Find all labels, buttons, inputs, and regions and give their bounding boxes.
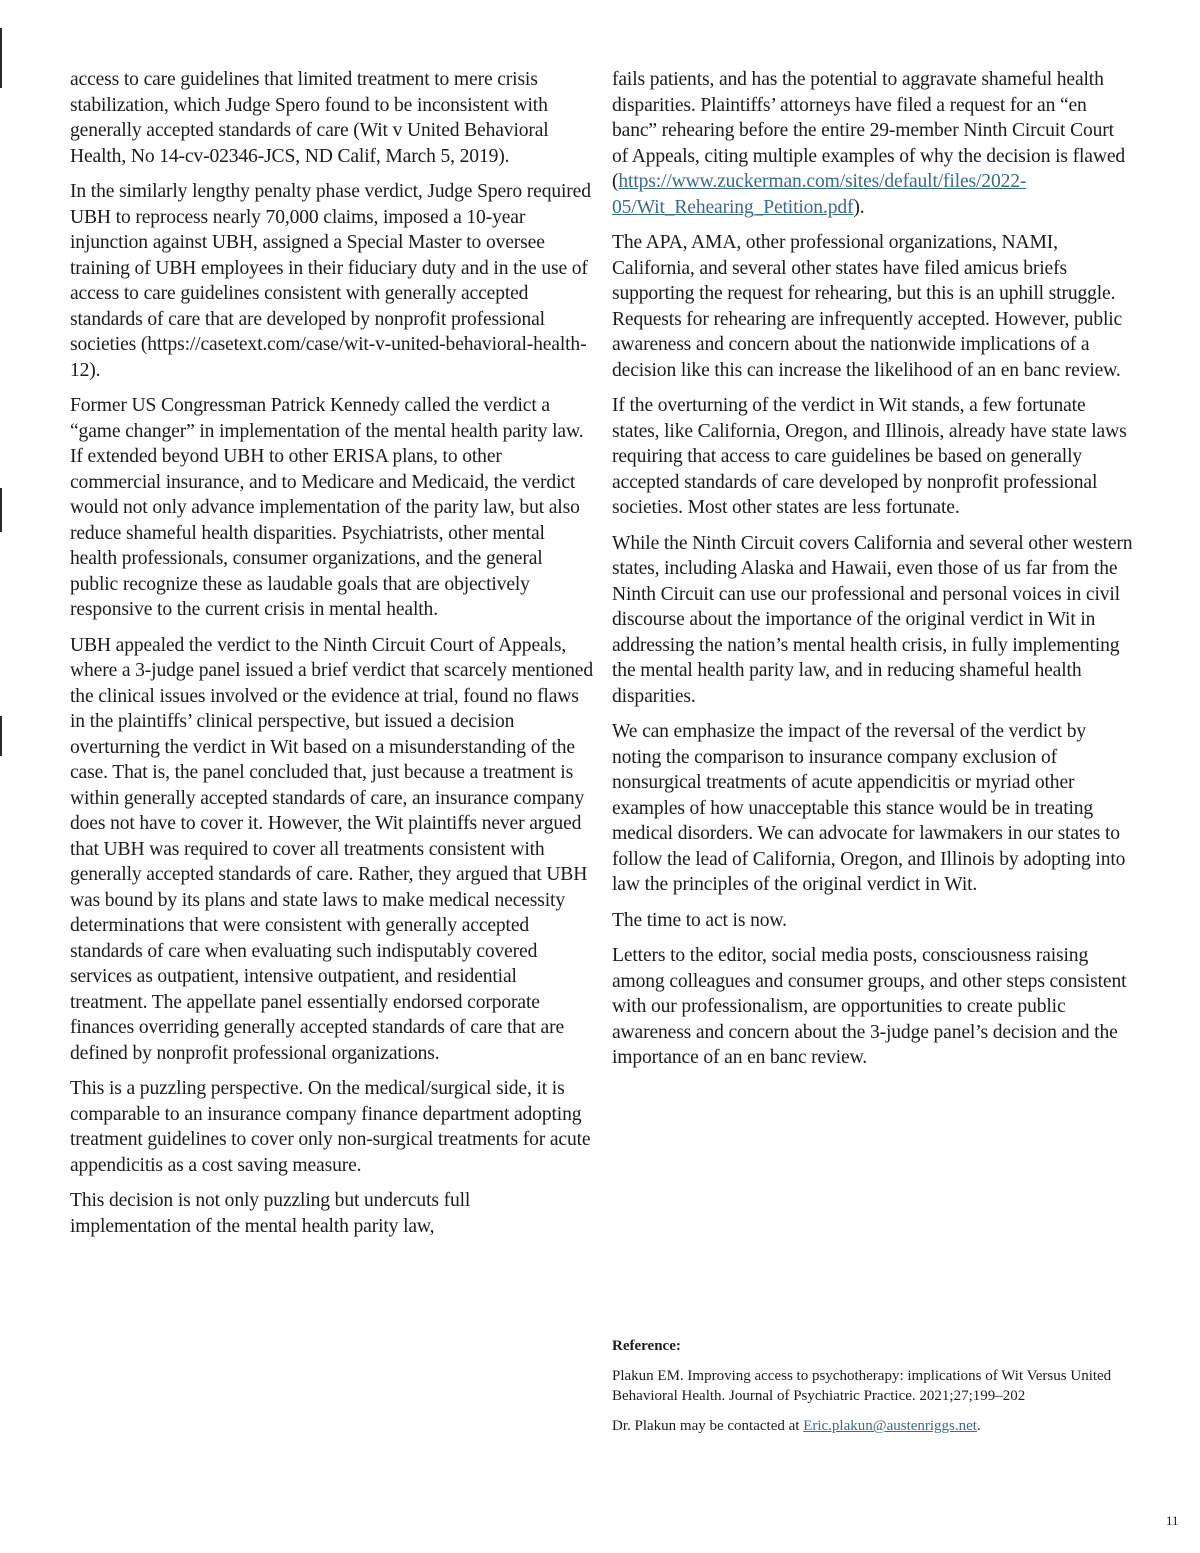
contact-suffix: .: [976, 1418, 981, 1434]
left-edge-mark: [0, 488, 2, 532]
top-margin: [0, 0, 1200, 26]
body-paragraph: UBH appealed the verdict to the Ninth Circuit Court of Appeals, where a 3-judge panel issued a brief verdict that scarcely mentioned the clinical issues involved or the evidence at trial, found no flaws in the plaintiffs’ clinical perspective, but issued a decision overturning the verdict in Wit based on a misunderstanding of the case. That is, the panel concluded that, just because a treatment is within generally accepted standards of care, an insurance company does not have to cover it. However, the Wit plaintiffs never argued that UBH was required to cover all treatments consistent with generally accepted standards of care. Rather, they argued that UBH was bound by its plans and state laws to make medical necessity determinations that were consistent with generally accepted standards of care when evaluating such indisputably covered services as outpatient, intensive outpatient, and residential treatment. The appellate panel essentially endorsed corporate finances overriding generally accepted standards of care that are defined by nonprofit professional organizations.: [70, 634, 593, 1064]
contact-prefix: Dr. Plakun may be contacted at: [612, 1418, 804, 1434]
body-paragraph: Letters to the editor, social media posts, consciousness raising among colleagues and consumer groups, and other steps consistent with our professionalism, are opportunities to create public awareness and concern about the 3-judge panel’s decision and the importance of an en banc review.: [612, 945, 1127, 1068]
rehearing-petition-link[interactable]: https://www.zuckerman.com/sites/default/files/2022-05/Wit_Rehearing_Petition.pdf: [612, 171, 1027, 218]
author-email-link[interactable]: Eric.plakun@austenriggs.net: [803, 1418, 977, 1434]
body-paragraph: The APA, AMA, other professional organizations, NAMI, California, and several other states have filed amicus briefs supporting the request for rehearing, but this is an uphill struggle. Requests for rehearing are infrequently accepted. However, public awareness and concern about the nationwide implications of a decision like this can increase the likelihood of an en banc review.: [612, 232, 1123, 381]
page-number: 11: [1166, 1513, 1179, 1528]
body-paragraph: This is a puzzling perspective. On the medical/surgical side, it is comparable to an insurance company finance department adopting treatment guidelines to cover only non-surgical treatments for acute appendicitis as a cost saving measure.: [70, 1078, 591, 1176]
body-paragraph: We can emphasize the impact of the reversal of the verdict by noting the comparison to insurance company exclusion of nonsurgical treatments of acute appendicitis or myriad other examples of how unacceptable this stance would be in treating medical disorders. We can advocate for lawmakers in our states to follow the lead of California, Oregon, and Illinois by adopting into law the principles of the original verdict in Wit.: [612, 721, 1126, 895]
left-edge-mark: [0, 716, 2, 756]
body-paragraph-with-link: [612, 67, 1134, 220]
body-paragraph: In the similarly lengthy penalty phase verdict, Judge Spero required UBH to reprocess nearly 70,000 claims, imposed a 10-year injunction against UBH, assigned a Special Master to oversee training of UBH employees in their fiduciary duty and in the use of access to care guidelines consistent with generally accepted standards of care that are developed by nonprofit professional societies (https://casetext.com/case/wit-v-united-behavioral-health-12).: [70, 181, 591, 381]
paragraph-text: ).: [853, 196, 865, 218]
body-paragraph: Former US Congressman Patrick Kennedy called the verdict a “game changer” in implementation of the mental health parity law. If extended beyond UBH to other ERISA plans, to other commercial insurance, and to Medicare and Medicaid, the verdict would not only advance implementation of the parity law, but also reduce shameful health disparities. Psychiatrists, other mental health professionals, consumer organizations, and the general public recognize these as laudable goals that are objectively responsive to the current crisis in mental health.: [70, 395, 584, 620]
body-paragraph: While the Ninth Circuit covers California and several other western states, including Alaska and Hawaii, even those of us far from the Ninth Circuit can use our professional and personal voices in civil discourse about the importance of the original verdict in Wit in addressing the nation’s mental health crisis, in fully implementing the mental health parity law, and in reducing shameful health disparities.: [612, 532, 1133, 707]
reference-heading: Reference:: [612, 1338, 681, 1354]
body-paragraph: access to care guidelines that limited treatment to mere crisis stabilization, which Judge Spero found to be inconsistent with generally accepted standards of care (Wit v United Behavioral Health, No 14-cv-02346-JCS, ND Calif, March 5, 2019).: [70, 69, 549, 167]
body-paragraph: If the overturning of the verdict in Wit stands, a few fortunate states, like California, Oregon, and Illinois, already have state laws requiring that access to care guidelines be based on generally accepted standards of care developed by nonprofit professional societies. Most other states are less fortunate.: [612, 395, 1127, 518]
left-edge-mark: [0, 28, 2, 88]
right-column: [612, 67, 1134, 1081]
reference-section: [612, 1336, 1137, 1446]
contact-line: [612, 1416, 1137, 1436]
paragraph-text: fails patients, and has the potential to aggravate shameful health disparities. Plaintiffs’ attorneys have filed a request for an “en banc” rehearing before the entire 29-member Ninth Circuit Court of Appeals, citing multiple examples of why the decision is flawed (: [612, 69, 1126, 192]
left-column: [70, 67, 595, 1249]
reference-citation: Plakun EM. Improving access to psychotherapy: implications of Wit Versus United Behavioral Health. Journal of Psychiatric Practice. 2021;27;199–202: [612, 1368, 1112, 1404]
body-paragraph: The time to act is now.: [612, 909, 787, 931]
body-paragraph: This decision is not only puzzling but undercuts full implementation of the mental health parity law,: [70, 1190, 471, 1237]
